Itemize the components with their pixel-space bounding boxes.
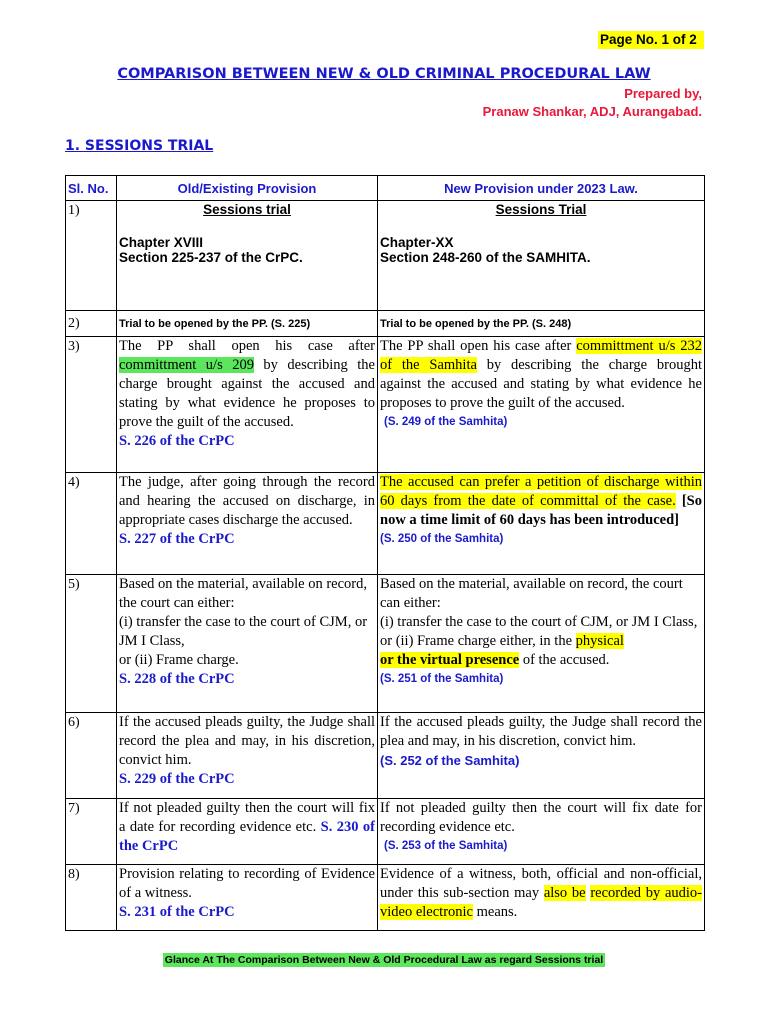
old-provision-cell: Provision relating to recording of Evidence of a witness. S. 231 of the CrPC bbox=[117, 865, 378, 931]
page-number-badge: Page No. 1 of 2 bbox=[598, 31, 704, 49]
section-reference: S. 228 of the CrPC bbox=[119, 671, 235, 687]
document-title: COMPARISON BETWEEN NEW & OLD CRIMINAL PROCEDURAL LAW bbox=[117, 66, 651, 82]
highlight-text: physical bbox=[575, 633, 624, 649]
footer-caption: Glance At The Comparison Between New & Old Procedural Law as regard Sessions trial bbox=[164, 954, 604, 966]
new-provision-cell: Evidence of a witness, both, official and non-official, under this sub-section may also be recorded by audio-video electronic means. bbox=[378, 865, 705, 931]
section-reference: (S. 251 of the Samhita) bbox=[380, 673, 504, 685]
highlight-text: also be bbox=[543, 885, 586, 901]
section-reference: S. 226 of the CrPC bbox=[119, 433, 235, 449]
old-provision-cell: The PP shall open his case after committment u/s 209 by describing the charge brought against the accused and stating by what evidence he proposes to prove the guilt of the accused. S. 226 of the CrPC bbox=[117, 337, 378, 473]
new-provision-cell: If not pleaded guilty then the court will fix date for recording evidence etc. (S. 253 of the Samhita) bbox=[378, 799, 705, 865]
section-heading: 1. SESSIONS TRIAL bbox=[65, 138, 214, 154]
row-number: 3) bbox=[66, 337, 117, 473]
row-number: 2) bbox=[66, 311, 117, 337]
old-provision-cell: Trial to be opened by the PP. (S. 225) bbox=[117, 311, 378, 337]
table-row bbox=[66, 575, 705, 713]
highlight-text: The accused can prefer a petition of discharge within 60 days from the date of committal of the case. bbox=[380, 474, 702, 509]
section-reference: (S. 250 of the Samhita) bbox=[380, 533, 504, 545]
old-section: Section 225-237 of the CrPC. bbox=[119, 250, 303, 265]
row-number: 7) bbox=[66, 799, 117, 865]
column-header-new: New Provision under 2023 Law. bbox=[378, 176, 705, 201]
new-provision-cell: The PP shall open his case after committment u/s 232 of the Samhita by describing the charge brought against the accused and stating by what evidence he proposes to prove the guilt of the accused. (S. 249 of the Samhita) bbox=[378, 337, 705, 473]
highlight-text: recorded by audio-video electronic bbox=[380, 885, 702, 920]
old-provision-cell: The judge, after going through the record and hearing the accused on discharge, in appropriate cases discharge the accused. S. 227 of the CrPC bbox=[117, 473, 378, 575]
table-row bbox=[66, 473, 705, 575]
row-number: 8) bbox=[66, 865, 117, 931]
prepared-by-label: Prepared by, bbox=[624, 86, 702, 101]
section-reference: S. 230 of the CrPC bbox=[119, 819, 375, 854]
row-number: 5) bbox=[66, 575, 117, 713]
column-header-serial: Sl. No. bbox=[66, 176, 117, 201]
highlight-text: committment u/s 232 of the Samhita bbox=[380, 338, 702, 373]
section-reference: (S. 252 of the Samhita) bbox=[380, 753, 520, 768]
row-number: 1) bbox=[66, 201, 117, 311]
table-row bbox=[66, 799, 705, 865]
table-row bbox=[66, 201, 705, 311]
highlight-text: committment u/s 209 bbox=[119, 357, 254, 373]
new-provision-cell: If the accused pleads guilty, the Judge shall record the plea and may, in his discretion, convict him. (S. 252 of the Samhita) bbox=[378, 713, 705, 799]
section-reference: S. 231 of the CrPC bbox=[119, 904, 235, 920]
old-title: Sessions trial bbox=[203, 202, 291, 217]
new-provision-cell: Based on the material, available on record, the court can either: (i) transfer the case to the court of CJM, or JM I Class, or (ii) Frame charge either, in the physical or the virtual presence of the accused. (S. 251 of the Samhita) bbox=[378, 575, 705, 713]
table-row bbox=[66, 337, 705, 473]
old-chapter: Chapter XVIII bbox=[119, 235, 204, 250]
section-reference: (S. 253 of the Samhita) bbox=[384, 840, 508, 852]
highlight-text: or the virtual presence bbox=[380, 652, 520, 668]
new-provision-cell: Trial to be opened by the PP. (S. 248) bbox=[378, 311, 705, 337]
comparison-table bbox=[65, 175, 705, 931]
new-provision-cell: The accused can prefer a petition of discharge within 60 days from the date of committal of the case. [So now a time limit of 60 days has been introduced] (S. 250 of the Samhita) bbox=[378, 473, 705, 575]
new-title: Sessions Trial bbox=[495, 202, 587, 217]
section-reference: (S. 249 of the Samhita) bbox=[384, 416, 508, 428]
row-number: 4) bbox=[66, 473, 117, 575]
new-provision-cell bbox=[378, 201, 705, 311]
new-chapter: Chapter-XX bbox=[380, 235, 454, 250]
old-provision-cell bbox=[117, 201, 378, 311]
section-reference: S. 229 of the CrPC bbox=[119, 771, 235, 787]
table-row bbox=[66, 311, 705, 337]
table-row bbox=[66, 865, 705, 931]
row-number: 6) bbox=[66, 713, 117, 799]
table-row bbox=[66, 713, 705, 799]
section-reference: S. 227 of the CrPC bbox=[119, 531, 235, 547]
new-section: Section 248-260 of the SAMHITA. bbox=[380, 250, 591, 265]
column-header-old: Old/Existing Provision bbox=[117, 176, 378, 201]
old-provision-cell: If the accused pleads guilty, the Judge shall record the plea and may, in his discretion, convict him. S. 229 of the CrPC bbox=[117, 713, 378, 799]
old-provision-cell: If not pleaded guilty then the court will fix a date for recording evidence etc. S. 230 of the CrPC bbox=[117, 799, 378, 865]
table-header-row bbox=[66, 176, 705, 201]
author-name: Pranaw Shankar, ADJ, Aurangabad. bbox=[482, 104, 702, 119]
old-provision-cell: Based on the material, available on record, the court can either: (i) transfer the case to the court of CJM, or JM I Class, or (ii) Frame charge. S. 228 of the CrPC bbox=[117, 575, 378, 713]
